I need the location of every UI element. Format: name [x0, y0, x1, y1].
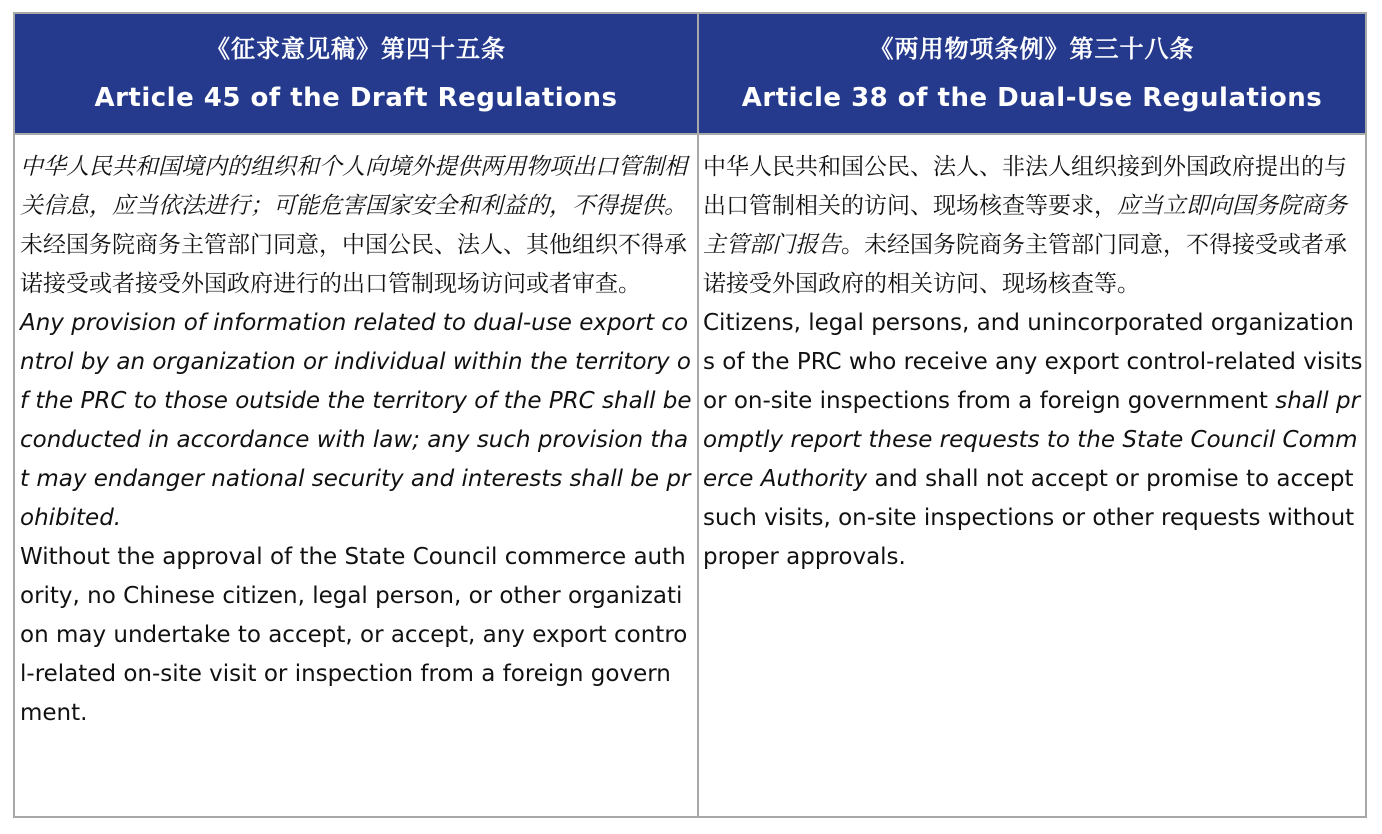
left-column-header — [15, 14, 697, 133]
left-header-english: Article 45 of the Draft Regulations — [94, 83, 618, 113]
right-chinese-text-2: 。未经国务院商务主管部门同意，不得接受或者承诺接受外国政府的相关访问、现场核查等。 — [703, 232, 1347, 297]
comparison-table — [13, 12, 1367, 818]
right-english-text-2: and shall not accept or promise to accept such visits, on-site inspections or other requests without proper approvals. — [703, 466, 1355, 570]
right-header-english: Article 38 of the Dual-Use Regulations — [741, 83, 1323, 113]
right-chinese-paragraph — [703, 148, 1363, 304]
right-english-paragraph — [703, 304, 1363, 577]
left-chinese-paragraph: 未经国务院商务主管部门同意，中国公民、法人、其他组织不得承诺接受或者接受外国政府进行的出口管制现场访问或者审查。 — [20, 232, 687, 297]
left-column-body — [20, 148, 692, 733]
right-chinese-italic-text: 应当立即向国务院商务主管部门报告 — [703, 193, 1347, 258]
left-english-paragraph: Without the approval of the State Council commerce authority, no Chinese citizen, legal person, or other organization may undertake to accept, or accept, any export control-related on-site visit or inspection from a foreign government. — [20, 544, 688, 726]
right-english-italic-text: shall promptly report these requests to the State Council Commerce Authority — [703, 388, 1361, 492]
left-english-italic-paragraph: Any provision of information related to dual-use export control by an organization or individual within the territory of the PRC to those outside the territory of the PRC shall be conducted in accordance with law; any such provision that may endanger national security and interests shall be prohibited. — [20, 310, 692, 531]
right-english-text-1: Citizens, legal persons, and unincorporated organizations of the PRC who receive any export control-related visits or on-site inspections from a foreign government — [703, 310, 1363, 414]
right-column-body — [703, 148, 1363, 577]
header-divider — [15, 133, 1365, 135]
right-column-header — [699, 14, 1365, 133]
left-header-chinese: 《征求意见稿》第四十五条 — [206, 35, 506, 63]
left-chinese-italic-paragraph: 中华人民共和国境内的组织和个人向境外提供两用物项出口管制相关信息，应当依法进行；可能危害国家安全和利益的，不得提供。 — [20, 154, 687, 219]
right-header-chinese: 《两用物项条例》第三十八条 — [869, 35, 1195, 63]
right-chinese-text-1: 中华人民共和国公民、法人、非法人组织接到外国政府提出的与出口管制相关的访问、现场核查等要求， — [703, 154, 1347, 219]
